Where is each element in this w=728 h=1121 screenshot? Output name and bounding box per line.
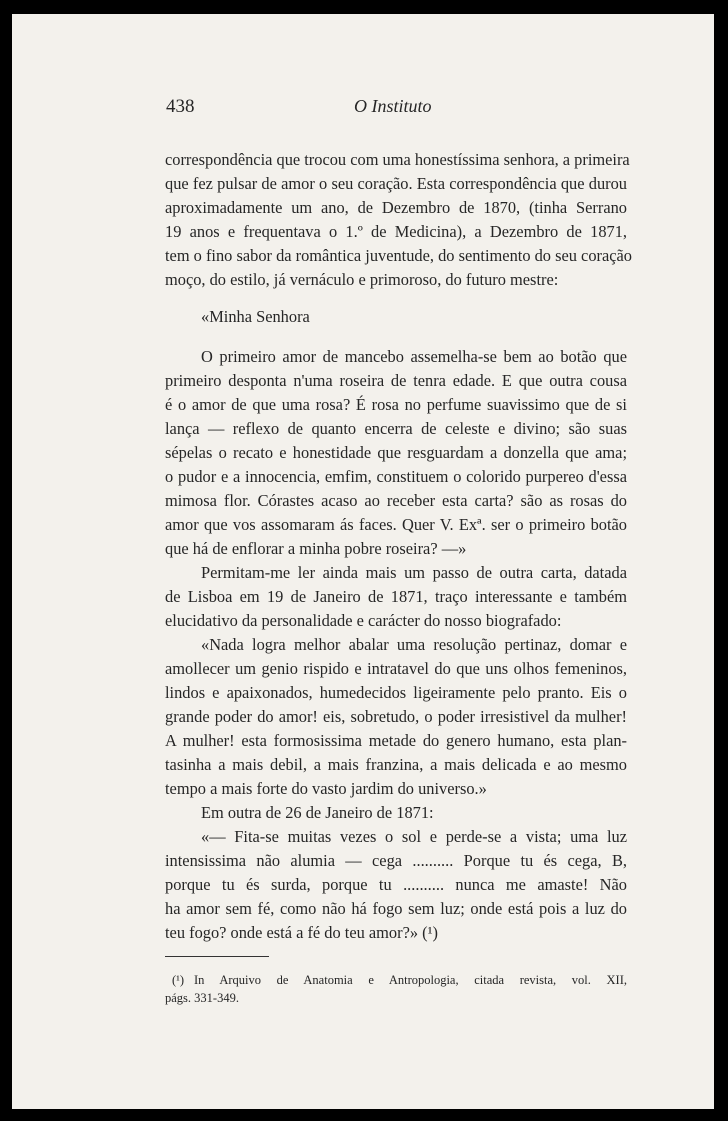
footnote-rule: [165, 956, 269, 957]
footnote-text: págs. 331-349.: [165, 991, 239, 1005]
body-line: Em outra de 26 de Janeiro de 1871:: [201, 803, 434, 822]
letter-line: A mulher! esta formosissima metade do genero humano, esta plan-: [165, 731, 627, 750]
body-line: de Lisboa em 19 de Janeiro de 1871, traço interessante e também: [165, 587, 627, 606]
letter-line: tasinha a mais debil, a mais franzina, a mais delicada e ao mesmo: [165, 755, 627, 774]
letter-line: amor que vos assomaram ás faces. Quer V. Exª. ser o primeiro botão: [165, 515, 627, 534]
letter-line: «— Fita-se muitas vezes o sol e perde-se a vista; uma luz: [201, 827, 627, 846]
body-line: moço, do estilo, já vernáculo e primoroso, do futuro mestre:: [165, 270, 559, 289]
letter-line: é o amor de que uma rosa? É rosa no perfume suavissimo que de si: [165, 395, 627, 414]
letter-line: amollecer um genio rispido e intratavel do que uns olhos femeninos,: [165, 659, 627, 678]
letter-line: sépelas o recato e honestidade que resguardam a donzella que ama;: [165, 443, 627, 462]
letter-line: tempo a mais forte do vasto jardim do universo.»: [165, 779, 487, 798]
letter-salutation: «Minha Senhora: [201, 307, 310, 326]
body-line: 19 anos e frequentava o 1.º de Medicina), a Dezembro de 1871,: [165, 222, 627, 241]
body-line: correspondência que trocou com uma honestíssima senhora, a primeira: [165, 150, 630, 169]
letter-line: porque tu és surda, porque tu .......... nunca me amaste! Não: [165, 875, 627, 894]
letter-line: teu fogo? onde está a fé do teu amor?» (¹): [165, 923, 438, 942]
letter-line: mimosa flor. Córastes acaso ao receber esta carta? são as rosas do: [165, 491, 627, 510]
letter-line: ha amor sem fé, como não há fogo sem luz; onde está pois a luz do: [165, 899, 627, 918]
letter-line: primeiro desponta n'uma roseira de tenra edade. E que outra cousa: [165, 371, 627, 390]
letter-line: lança — reflexo de quanto encerra de celeste e divino; são suas: [165, 419, 627, 438]
letter-line: intensissima não alumia — cega .......... Porque tu és cega, B,: [165, 851, 627, 870]
letter-line: grande poder do amor! eis, sobretudo, o poder irresistivel da mulher!: [165, 707, 627, 726]
footnote-text: In Arquivo de Anatomia e Antropologia, citada revista, vol. XII,: [194, 973, 627, 987]
letter-line: «Nada logra melhor abalar uma resolução pertinaz, domar e: [201, 635, 627, 654]
footnote-marker: (¹): [172, 973, 185, 987]
page-number: 438: [166, 96, 195, 117]
body-line: elucidativo da personalidade e carácter do nosso biografado:: [165, 611, 562, 630]
letter-line: lindos e apaixonados, humedecidos ligeiramente pelo pranto. Eis o: [165, 683, 627, 702]
body-line: que fez pulsar de amor o seu coração. Esta correspondência que durou: [165, 174, 627, 193]
body-line: Permitam-me ler ainda mais um passo de outra carta, datada: [201, 563, 627, 582]
body-line: tem o fino sabor da romântica juventude, do sentimento do seu coração: [165, 246, 632, 265]
body-line: aproximadamente um ano, de Dezembro de 1870, (tinha Serrano: [165, 198, 627, 217]
letter-line: O primeiro amor de mancebo assemelha-se bem ao botão que: [201, 347, 627, 366]
letter-line: o pudor e a innocencia, emfim, constituem o colorido purpereo d'essa: [165, 467, 627, 486]
letter-line: que há de enflorar a minha pobre roseira? —»: [165, 539, 467, 558]
running-title: O Instituto: [354, 96, 432, 116]
document-page: [12, 14, 714, 1109]
